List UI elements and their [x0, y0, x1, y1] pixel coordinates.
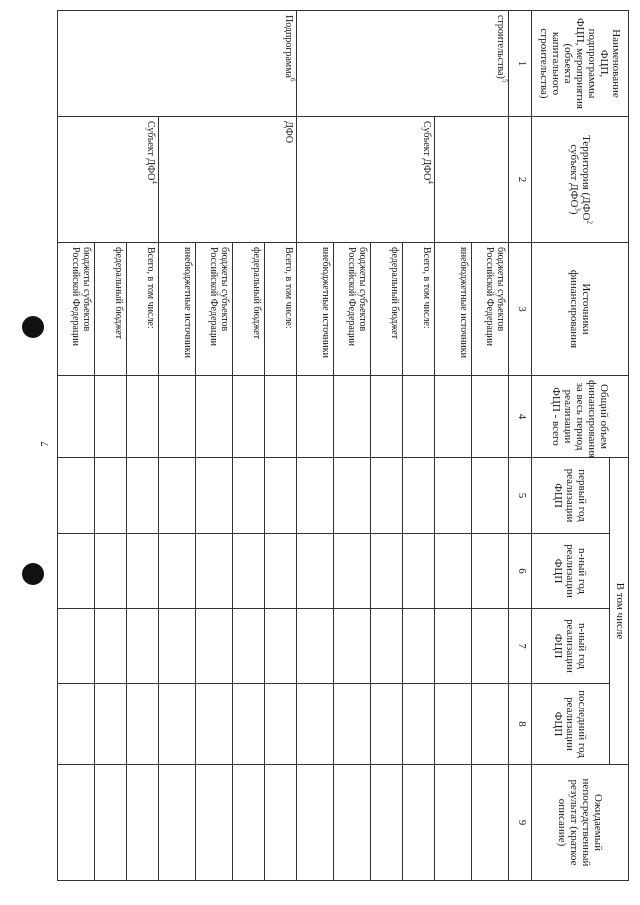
colnum-7: 7	[509, 609, 532, 684]
footnote-4: 4	[426, 180, 435, 184]
punch-hole-bottom	[22, 563, 44, 585]
source-extrabudgetary: внебюджетные источники	[159, 243, 196, 376]
source-federal: федеральный бюджет	[233, 243, 265, 376]
territory-subject	[58, 117, 159, 243]
table-row	[403, 11, 435, 881]
table-row	[127, 11, 159, 881]
colnum-1: 1	[509, 11, 532, 117]
row-label-construction	[297, 11, 509, 117]
source-regional: бюджеты субъектов Российской Федерации	[334, 243, 371, 376]
footnote-6: 6	[288, 77, 297, 82]
header-col7: n-ный год реализации ФЦП	[532, 609, 610, 684]
colnum-8: 8	[509, 684, 532, 765]
construction-label: строительства)	[495, 15, 506, 79]
source-federal: федеральный бюджет	[95, 243, 127, 376]
row-label-subprogram	[58, 11, 297, 117]
header-col2-line2: субъект ДФО	[568, 144, 580, 208]
header-col8: последний год реализации ФЦП	[532, 684, 610, 765]
colnum-4: 4	[509, 376, 532, 458]
header-col2-line1: Территория (ДФО	[580, 135, 592, 221]
financing-table	[57, 10, 629, 881]
source-extrabudgetary: внебюджетные источники	[435, 243, 472, 376]
subprogram-label: Подпрограмма	[283, 15, 294, 78]
punch-hole-top	[22, 316, 44, 338]
header-in-total: В том числе	[610, 458, 629, 765]
header-col2: Территория (ДФО$^2$ субъект ДФО$^3$)	[532, 117, 629, 243]
source-regional: бюджеты субъектов Российской Федерации	[196, 243, 233, 376]
territory-subject	[297, 117, 435, 243]
subject-label: Субъект ДФО	[421, 121, 432, 181]
table-row	[472, 11, 509, 881]
source-extrabudgetary: внебюджетные источники	[297, 243, 334, 376]
colnum-6: 6	[509, 534, 532, 609]
table-row	[265, 11, 297, 881]
colnum-2: 2	[509, 117, 532, 243]
header-col5: первый год реализации ФЦП	[532, 458, 610, 534]
source-regional: бюджеты субъектов Российской Федерации	[472, 243, 509, 376]
footnote-4: 4	[150, 180, 159, 184]
column-number-row	[509, 11, 532, 881]
territory-cell-empty	[435, 117, 509, 243]
header-col1: Наименование ФЦП, подпрограммы ФЦП, мероприятия (объекта капитального строительства)	[532, 11, 629, 117]
subject-label: Субъект ДФО	[145, 121, 156, 181]
source-total: Всего, в том числе:	[127, 243, 159, 376]
header-col6: n-ный год реализации ФЦП	[532, 534, 610, 609]
source-regional: бюджеты субъектов Российской Федерации	[58, 243, 95, 376]
source-federal: федеральный бюджет	[371, 243, 403, 376]
footnote-3: 3	[573, 207, 582, 211]
footnote-2: 2	[585, 220, 594, 224]
colnum-9: 9	[509, 765, 532, 881]
header-col9: Ожидаемый непосредственный результат (краткое описание)	[532, 765, 629, 881]
source-total: Всего, в том числе:	[265, 243, 297, 376]
territory-dfo: ДФО	[159, 117, 297, 243]
colnum-5: 5	[509, 458, 532, 534]
header-col3: Источники финансирования	[532, 243, 629, 376]
colnum-3: 3	[509, 243, 532, 376]
header-col4: Общий объем финансирования за весь период реализации ФЦП - всего	[532, 376, 629, 458]
rotated-table-wrapper	[70, 10, 629, 880]
page-number: 7	[38, 441, 51, 447]
footnote-5: 5	[500, 78, 509, 83]
source-total: Всего, в том числе:	[403, 243, 435, 376]
